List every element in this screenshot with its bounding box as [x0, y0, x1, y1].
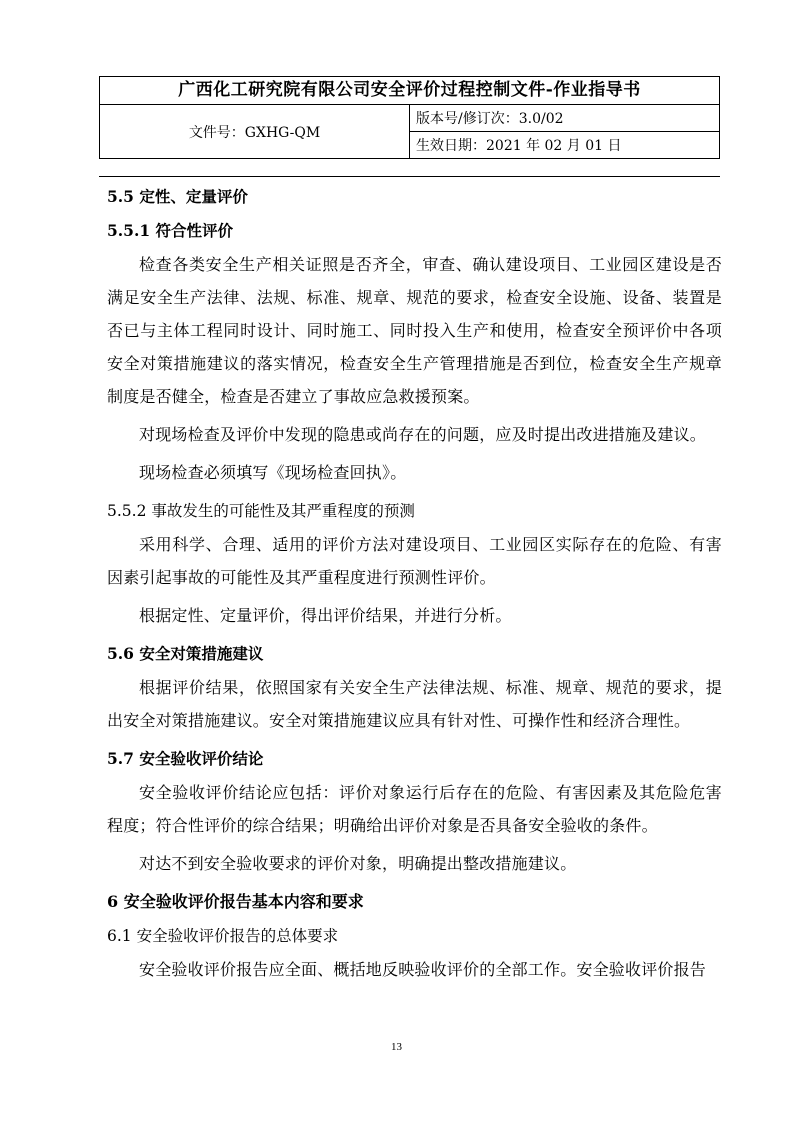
header-divider [99, 176, 720, 177]
header-title: 广西化工研究院有限公司安全评价过程控制文件-作业指导书 [100, 77, 720, 105]
paragraph: 现场检查必须填写《现场检查回执》。 [139, 463, 407, 482]
effective-date: 生效日期：2021 年 02 月 01 日 [410, 132, 720, 159]
subsection-heading: 5.5.1 符合性评价 [107, 221, 234, 240]
paragraph: 根据评价结果，依照国家有关安全生产法律法规、标准、规章、规范的要求，提出安全对策措施建议。安全对策措施建议应具有针对性、可操作性和经济合理性。 [107, 678, 722, 730]
paragraph: 安全验收评价结论应包括：评价对象运行后存在的危险、有害因素及其危险危害程度；符合性评价的综合结果；明确给出评价对象是否具备安全验收的条件。 [107, 783, 722, 835]
paragraph: 安全验收评价报告应全面、概括地反映验收评价的全部工作。安全验收评价报告 [139, 960, 707, 979]
document-header-table [99, 76, 720, 159]
paragraph: 采用科学、合理、适用的评价方法对建设项目、工业园区实际存在的危险、有害因素引起事故的可能性及其严重程度进行预测性评价。 [107, 535, 722, 587]
subsection-heading: 5.5 定性、定量评价 [107, 187, 248, 206]
paragraph: 检查各类安全生产相关证照是否齐全，审查、确认建设项目、工业园区建设是否满足安全生产法律、法规、标准、规章、规范的要求，检查安全设施、设备、装置是否已与主体工程同时设计、同时施工、同时投入生产和使用，检查安全预评价中各项安全对策措施建议的落实情况，检查安全生产管理措施是否到位，检查安全生产规章制度是否健全，检查是否建立了事故应急救援预案。 [107, 255, 722, 406]
page-number: 13 [391, 1041, 402, 1053]
subsection-heading: 6.1 安全验收评价报告的总体要求 [107, 927, 339, 945]
subsection-heading: 5.6 安全对策措施建议 [107, 644, 264, 663]
paragraph: 对达不到安全验收要求的评价对象，明确提出整改措施建议。 [139, 854, 577, 873]
paragraph: 对现场检查及评价中发现的隐患或尚存在的问题，应及时提出改进措施及建议。 [139, 425, 707, 444]
file-number: 文件号：GXHG-QM [100, 105, 410, 159]
subsection-heading: 5.7 安全验收评价结论 [107, 749, 264, 768]
version-number: 版本号/修订次：3.0/02 [410, 105, 720, 132]
paragraph: 根据定性、定量评价，得出评价结果，并进行分析。 [139, 606, 512, 625]
subsection-heading: 5.5.2 事故发生的可能性及其严重程度的预测 [107, 502, 415, 520]
section-heading: 6 安全验收评价报告基本内容和要求 [107, 892, 364, 911]
document-body [107, 180, 722, 991]
